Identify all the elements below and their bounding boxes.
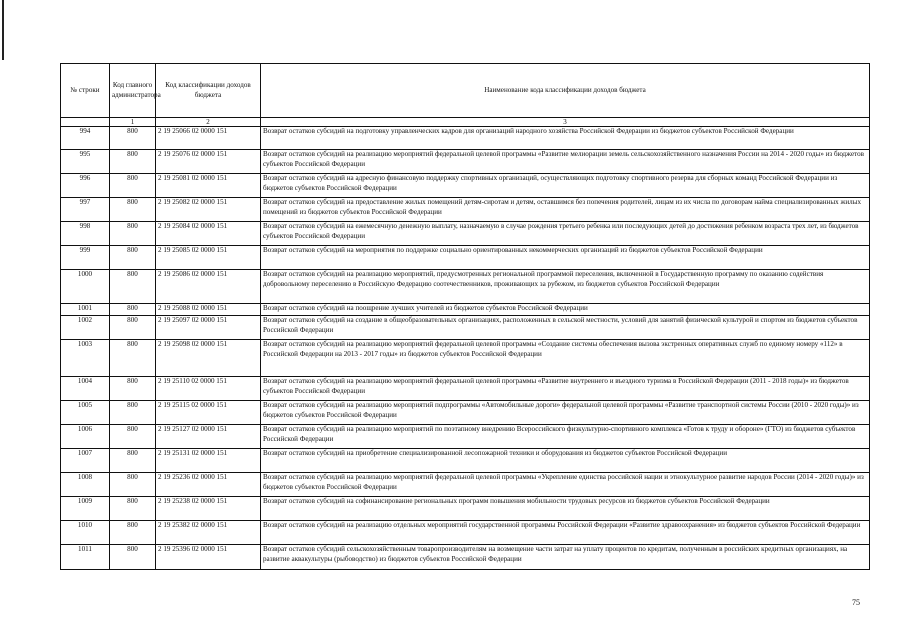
- table-row: [61, 198, 870, 222]
- row-number-cell: 1009: [61, 497, 110, 521]
- table-row: [61, 270, 870, 304]
- row-number-cell: 1000: [61, 270, 110, 304]
- row-number-cell: 1011: [61, 545, 110, 570]
- admin-code-cell: 800: [110, 222, 156, 246]
- code-name-cell: Возврат остатков субсидий на реализацию мероприятий по поэтапному внедрению Всероссийского физкультурно-спортивного комплекса «Готов к труду и обороне» (ГТО) из бюджетов субъектов Российской Федерации: [261, 425, 870, 449]
- table-row: [61, 449, 870, 473]
- table-row: [61, 401, 870, 425]
- classification-code-cell: 2 19 25086 02 0000 151: [156, 270, 261, 304]
- classification-code-cell: 2 19 25097 02 0000 151: [156, 316, 261, 340]
- code-name-cell: Возврат остатков субсидий на реализацию мероприятий, предусмотренных региональной программой переселения, включенной в Государственную программу по оказанию содействия добровольному переселению в Российскую Федерацию соотечественников, проживающих за рубежом, из бюджетов субъектов Российской Федерации: [261, 270, 870, 304]
- column-number-3: 3: [261, 118, 870, 127]
- header-name: Наименование кода классификации доходов бюджета: [261, 64, 870, 118]
- code-name-cell: Возврат остатков субсидий на поощрение лучших учителей из бюджетов субъектов Российской Федерации: [261, 304, 870, 316]
- row-number-cell: 997: [61, 198, 110, 222]
- code-name-cell: Возврат остатков субсидий на создание в общеобразовательных организациях, расположенных в сельской местности, условий для занятий физической культурой и спортом из бюджетов субъектов Российской Федерации: [261, 316, 870, 340]
- classification-code-cell: 2 19 25088 02 0000 151: [156, 304, 261, 316]
- budget-classification-table: [60, 63, 870, 570]
- row-number-cell: 994: [61, 127, 110, 150]
- column-number-2: 2: [156, 118, 261, 127]
- code-name-cell: Возврат остатков субсидий на предоставление жилых помещений детям-сиротам и детям, оставшимся без попечения родителей, лицам из их числа по договорам найма специализированных жилых помещений из бюджетов субъектов Российской Федерации: [261, 198, 870, 222]
- admin-code-cell: 800: [110, 270, 156, 304]
- row-number-cell: 1004: [61, 377, 110, 401]
- admin-code-cell: 800: [110, 449, 156, 473]
- row-number-cell: 1005: [61, 401, 110, 425]
- classification-code-cell: 2 19 25098 02 0000 151: [156, 340, 261, 377]
- table-row: [61, 377, 870, 401]
- table-row: [61, 545, 870, 570]
- code-name-cell: Возврат остатков субсидий на реализацию мероприятий федеральной целевой программы «Укрепление единства российской нации и этнокультурное развитие народов России (2014 - 2020 годы)» из бюджетов субъектов Российской Федерации: [261, 473, 870, 497]
- code-name-cell: Возврат остатков субсидий на реализацию мероприятий федеральной целевой программы «Развитие внутреннего и въездного туризма в Российской Федерации (2011 - 2018 годы)» из бюджетов субъектов Российской Федерации: [261, 377, 870, 401]
- admin-code-cell: 800: [110, 174, 156, 198]
- admin-code-cell: 800: [110, 497, 156, 521]
- classification-code-cell: 2 19 25085 02 0000 151: [156, 246, 261, 270]
- admin-code-cell: 800: [110, 150, 156, 174]
- table-row: [61, 127, 870, 150]
- row-number-cell: 1010: [61, 521, 110, 545]
- row-number-cell: 1001: [61, 304, 110, 316]
- classification-code-cell: 2 19 25236 02 0000 151: [156, 473, 261, 497]
- table-row: [61, 340, 870, 377]
- row-number-cell: 1002: [61, 316, 110, 340]
- admin-code-cell: 800: [110, 246, 156, 270]
- row-number-cell: 996: [61, 174, 110, 198]
- code-name-cell: Возврат остатков субсидий на подготовку управленческих кадров для организаций народного хозяйства Российской Федерации из бюджетов субъектов Российской Федерации: [261, 127, 870, 150]
- table-row: [61, 246, 870, 270]
- table-row: [61, 174, 870, 198]
- admin-code-cell: 800: [110, 340, 156, 377]
- classification-code-cell: 2 19 25115 02 0000 151: [156, 401, 261, 425]
- classification-code-cell: 2 19 25082 02 0000 151: [156, 198, 261, 222]
- code-name-cell: Возврат остатков субсидий на адресную финансовую поддержку спортивных организаций, осуществляющих подготовку спортивного резерва для сборных команд Российской Федерации из бюджетов субъектов Российской Федерации: [261, 174, 870, 198]
- code-name-cell: Возврат остатков субсидий на реализацию мероприятий федеральной целевой программы «Развитие мелиорации земель сельскохозяйственного назначения России на 2014 - 2020 годы» из бюджетов субъектов Российской Федерации: [261, 150, 870, 174]
- admin-code-cell: 800: [110, 401, 156, 425]
- row-number-cell: 998: [61, 222, 110, 246]
- admin-code-cell: 800: [110, 316, 156, 340]
- admin-code-cell: 800: [110, 304, 156, 316]
- table-row: [61, 222, 870, 246]
- code-name-cell: Возврат остатков субсидий на реализацию отдельных мероприятий государственной программы Российской Федерации «Развитие здравоохранения» из бюджетов субъектов Российской Федерации: [261, 521, 870, 545]
- code-name-cell: Возврат остатков субсидий на софинансирование региональных программ повышения мобильности трудовых ресурсов из бюджетов субъектов Российской Федерации: [261, 497, 870, 521]
- classification-code-cell: 2 19 25081 02 0000 151: [156, 174, 261, 198]
- classification-code-cell: 2 19 25396 02 0000 151: [156, 545, 261, 570]
- row-number-cell: 999: [61, 246, 110, 270]
- table-row: [61, 304, 870, 316]
- admin-code-cell: 800: [110, 545, 156, 570]
- table-row: [61, 316, 870, 340]
- classification-code-cell: 2 19 25127 02 0000 151: [156, 425, 261, 449]
- classification-code-cell: 2 19 25238 02 0000 151: [156, 497, 261, 521]
- column-number-empty: [61, 118, 110, 127]
- admin-code-cell: 800: [110, 425, 156, 449]
- classification-code-cell: 2 19 25110 02 0000 151: [156, 377, 261, 401]
- page-number: 75: [852, 598, 860, 607]
- column-number-1: 1: [110, 118, 156, 127]
- header-admin-code: Код главного администратора: [110, 64, 156, 118]
- code-name-cell: Возврат остатков субсидий на приобретение специализированной лесопожарной техники и оборудования из бюджетов субъектов Российской Федерации: [261, 449, 870, 473]
- row-number-cell: 1008: [61, 473, 110, 497]
- column-number-row: [61, 118, 870, 127]
- table-header-row: [61, 64, 870, 118]
- classification-code-cell: 2 19 25066 02 0000 151: [156, 127, 261, 150]
- classification-code-cell: 2 19 25084 02 0000 151: [156, 222, 261, 246]
- row-number-cell: 1006: [61, 425, 110, 449]
- admin-code-cell: 800: [110, 377, 156, 401]
- classification-code-cell: 2 19 25131 02 0000 151: [156, 449, 261, 473]
- admin-code-cell: 800: [110, 521, 156, 545]
- table-row: [61, 473, 870, 497]
- row-number-cell: 1007: [61, 449, 110, 473]
- table-row: [61, 425, 870, 449]
- code-name-cell: Возврат остатков субсидий на реализацию мероприятий федеральной целевой программы «Создание системы обеспечения вызова экстренных оперативных служб по единому номеру «112» в Российской Федерации на 2013 - 2017 годы» из бюджетов субъектов Российской Федерации: [261, 340, 870, 377]
- admin-code-cell: 800: [110, 127, 156, 150]
- code-name-cell: Возврат остатков субсидий на ежемесячную денежную выплату, назначаемую в случае рождения третьего ребенка или последующих детей до достижения ребенком возраста трех лет, из бюджетов субъектов Российской Федерации: [261, 222, 870, 246]
- classification-code-cell: 2 19 25076 02 0000 151: [156, 150, 261, 174]
- admin-code-cell: 800: [110, 198, 156, 222]
- admin-code-cell: 800: [110, 473, 156, 497]
- table-row: [61, 521, 870, 545]
- row-number-cell: 1003: [61, 340, 110, 377]
- header-classification-code: Код классификации доходов бюджета: [156, 64, 261, 118]
- code-name-cell: Возврат остатков субсидий на мероприятия по поддержке социально ориентированных некоммерческих организаций из бюджетов субъектов Российской Федерации: [261, 246, 870, 270]
- table-row: [61, 150, 870, 174]
- code-name-cell: Возврат остатков субсидий сельскохозяйственным товаропроизводителям на возмещение части затрат на уплату процентов по кредитам, полученным в российских кредитных организациях, на развитие аквакультуры (рыбоводство) из бюджетов субъектов Российской Федерации: [261, 545, 870, 570]
- code-name-cell: Возврат остатков субсидий на реализацию мероприятий подпрограммы «Автомобильные дороги» федеральной целевой программы «Развитие транспортной системы России (2010 - 2020 годы)» из бюджетов субъектов Российской Федерации: [261, 401, 870, 425]
- row-number-cell: 995: [61, 150, 110, 174]
- header-row-number: № строки: [61, 64, 110, 118]
- scan-edge-mark: [2, 0, 4, 60]
- table-row: [61, 497, 870, 521]
- classification-code-cell: 2 19 25382 02 0000 151: [156, 521, 261, 545]
